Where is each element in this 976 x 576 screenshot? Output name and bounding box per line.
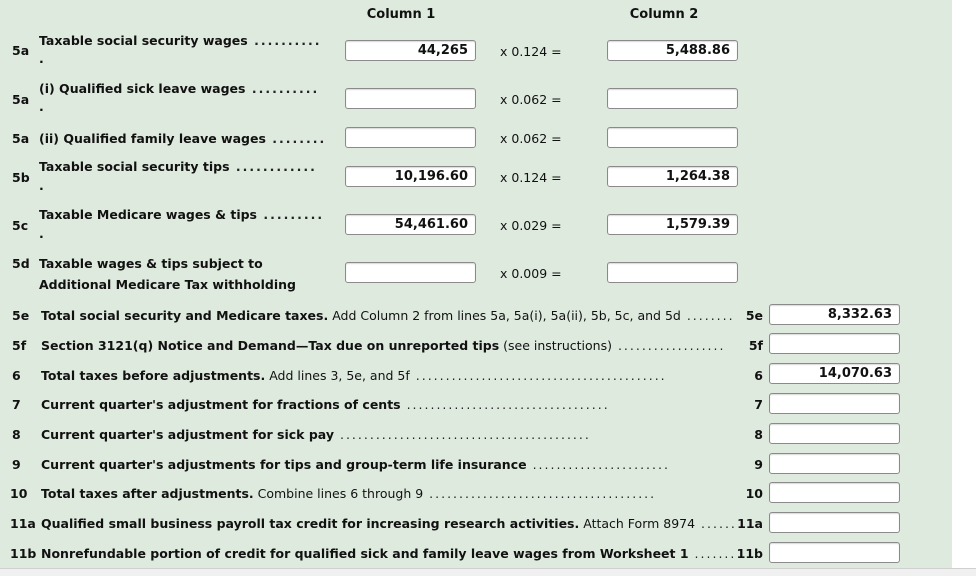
line-number: 5a xyxy=(12,92,30,107)
multiplier: x 0.062 = xyxy=(500,131,562,146)
line-label-part-2: Additional Medicare Tax withholding xyxy=(39,277,296,292)
leader-dot: . xyxy=(39,178,44,193)
line-label: Current quarter's adjustment for fractions of cents .................................. xyxy=(41,397,610,412)
column-1-header: Column 1 xyxy=(366,7,436,22)
line-number: 6 xyxy=(12,368,21,383)
line-5c-column-1-input[interactable]: 54,461.60 xyxy=(345,214,476,235)
line-5a-column-1-input[interactable]: 44,265 xyxy=(345,40,476,61)
line-6-input[interactable]: 14,070.63 xyxy=(769,363,900,384)
line-11a-input[interactable] xyxy=(769,512,900,533)
line-5d-column-1-input[interactable] xyxy=(345,262,476,283)
line-5ai-column-2-input[interactable] xyxy=(607,88,738,109)
line-5a-column-2-input[interactable]: 5,488.86 xyxy=(607,40,738,61)
line-tag: 9 xyxy=(754,457,763,472)
line-label: Taxable Medicare wages & tips ......... xyxy=(39,207,325,222)
line-tag: 11a xyxy=(737,516,763,531)
line-5ai-column-1-input[interactable] xyxy=(345,88,476,109)
line-label: Current quarter's adjustment for sick pay .......................................... xyxy=(41,427,591,442)
line-label-part-1: Taxable wages & tips subject to xyxy=(39,256,263,271)
line-tag: 6 xyxy=(754,368,763,383)
line-8-input[interactable] xyxy=(769,423,900,444)
line-5b-column-1-input[interactable]: 10,196.60 xyxy=(345,166,476,187)
leader-dot: . xyxy=(39,51,44,66)
line-number: 5f xyxy=(12,338,27,353)
line-number: 11a xyxy=(10,516,36,531)
line-number: 8 xyxy=(12,427,21,442)
multiplier: x 0.009 = xyxy=(500,266,562,281)
line-label: Current quarter's adjustments for tips and group-term life insurance ....................... xyxy=(41,457,670,472)
line-label: (i) Qualified sick leave wages .......... xyxy=(39,81,320,96)
line-number: 5d xyxy=(12,256,30,271)
multiplier: x 0.062 = xyxy=(500,92,562,107)
multiplier: x 0.029 = xyxy=(500,218,562,233)
column-2-header: Column 2 xyxy=(629,7,699,22)
line-tag: 10 xyxy=(745,486,763,501)
line-5c-column-2-input[interactable]: 1,579.39 xyxy=(607,214,738,235)
line-5b-column-2-input[interactable]: 1,264.38 xyxy=(607,166,738,187)
line-11b-input[interactable] xyxy=(769,542,900,563)
line-5f-input[interactable] xyxy=(769,333,900,354)
multiplier: x 0.124 = xyxy=(500,170,562,185)
line-label: Total social security and Medicare taxes. Add Column 2 from lines 5a, 5a(i), 5a(ii), 5b, 5c, and 5d ........ xyxy=(41,308,735,323)
line-5aii-column-1-input[interactable] xyxy=(345,127,476,148)
line-tag: 8 xyxy=(754,427,763,442)
line-5d-column-2-input[interactable] xyxy=(607,262,738,283)
leader-dot: . xyxy=(39,99,44,114)
line-label: Total taxes after adjustments. Combine lines 6 through 9 ...................................... xyxy=(41,486,657,501)
line-label: Nonrefundable portion of credit for qualified sick and family leave wages from Worksheet 1 ....... xyxy=(41,546,737,561)
line-number: 5a xyxy=(12,131,30,146)
line-5e-input[interactable]: 8,332.63 xyxy=(769,304,900,325)
line-10-input[interactable] xyxy=(769,482,900,503)
line-number: 5e xyxy=(12,308,30,323)
line-number: 9 xyxy=(12,457,21,472)
line-label: Taxable social security tips ............ xyxy=(39,159,317,174)
line-9-input[interactable] xyxy=(769,453,900,474)
line-tag: 5f xyxy=(748,338,763,353)
line-7-input[interactable] xyxy=(769,393,900,414)
line-number: 7 xyxy=(12,397,21,412)
line-label: Total taxes before adjustments. Add lines 3, 5e, and 5f .......................................... xyxy=(41,368,667,383)
line-number: 10 xyxy=(10,486,28,501)
line-tag: 7 xyxy=(754,397,763,412)
line-number: 5c xyxy=(12,218,29,233)
leader-dot: . xyxy=(39,226,44,241)
line-tag: 11b xyxy=(736,546,763,561)
line-label: Taxable social security wages .......... xyxy=(39,33,322,48)
line-label: Section 3121(q) Notice and Demand—Tax due on unreported tips (see instructions) .................. xyxy=(41,338,726,353)
line-number: 5a xyxy=(12,43,30,58)
line-number: 11b xyxy=(10,546,37,561)
line-tag: 5e xyxy=(745,308,763,323)
multiplier: x 0.124 = xyxy=(500,44,562,59)
line-5aii-column-2-input[interactable] xyxy=(607,127,738,148)
line-label: (ii) Qualified family leave wages ........ xyxy=(39,131,327,146)
line-label: Qualified small business payroll tax credit for increasing research activities. Attach Form 8974 ...... xyxy=(41,516,737,531)
line-number: 5b xyxy=(12,170,30,185)
